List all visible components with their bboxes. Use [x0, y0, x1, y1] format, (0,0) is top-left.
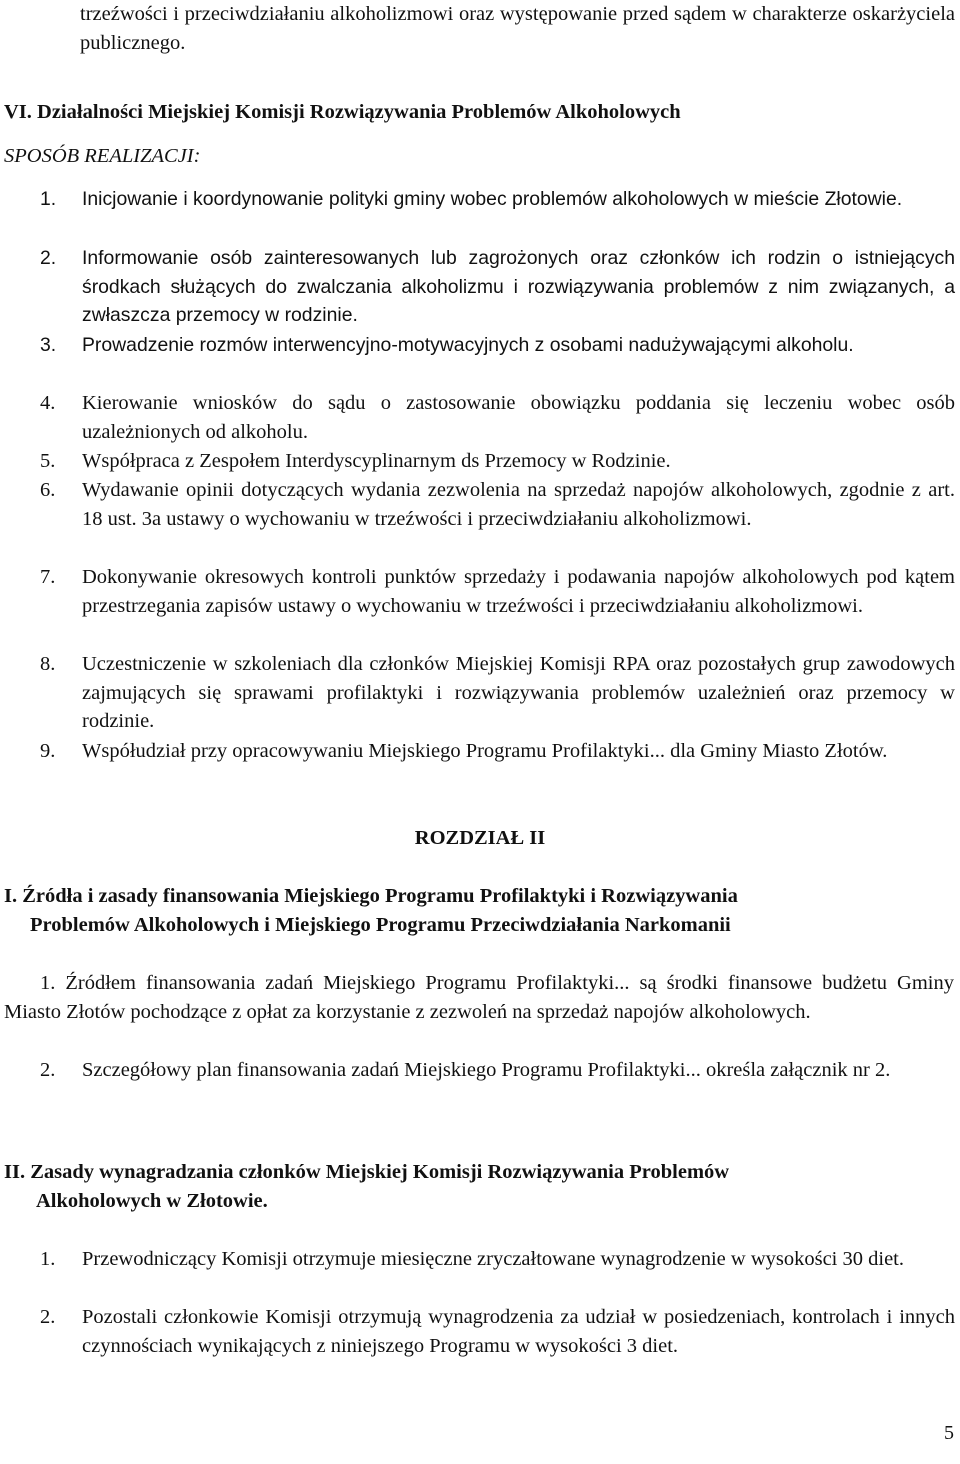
list-item	[40, 185, 955, 214]
list-item-text: Informowanie osób zainteresowanych lub zagrożonych oraz członków ich rodzin o istniejących środkach służących do zwalczania alkoholizmu i rozwiązywania problemów z nim związanych, a zwłaszcza przemocy w rodzinie.	[82, 247, 955, 327]
list-item-number: 6.	[40, 479, 56, 501]
list-item-text: Pozostali członkowie Komisji otrzymują wynagrodzenia za udział w posiedzeniach, kontrolach i innych czynnościach wynikających z niniejszego Programu w wysokości 3 diet.	[82, 1306, 955, 1357]
list-item-text: Współudział przy opracowywaniu Miejskiego Programu Profilaktyki... dla Gminy Miasto Złotów.	[82, 740, 888, 762]
page-number: 5	[944, 1422, 954, 1445]
list-item-number: 2.	[40, 1059, 56, 1081]
section-ii-heading-line2: Alkoholowych w Złotowie.	[36, 1190, 268, 1212]
list-item-number: 2.	[40, 1306, 56, 1328]
list-item	[40, 476, 955, 533]
list-item-text: Szczegółowy plan finansowania zadań Miejskiego Programu Profilaktyki... określa załącznik nr 2.	[82, 1059, 891, 1081]
list-item	[40, 1245, 955, 1274]
list-item-text: Współpraca z Zespołem Interdyscyplinarnym ds Przemocy w Rodzinie.	[82, 450, 671, 472]
list-item	[40, 563, 955, 620]
list-item-text: Prowadzenie rozmów interwencyjno-motywacyjnych z osobami nadużywającymi alkoholu.	[82, 334, 854, 356]
list-item-number: 3.	[40, 334, 57, 356]
list-item-number: 1.	[40, 1248, 56, 1270]
section-vi-heading: VI. Działalności Miejskiej Komisji Rozwiązywania Problemów Alkoholowych	[4, 101, 681, 123]
list-item	[40, 389, 955, 446]
list-item	[40, 650, 955, 736]
list-item-text: Wydawanie opinii dotyczących wydania zezwolenia na sprzedaż napojów alkoholowych, zgodnie z art. 18 ust. 3a ustawy o wychowaniu w trzeźwości i przeciwdziałaniu alkoholizmowi.	[82, 479, 955, 530]
list-item-text: Przewodniczący Komisji otrzymuje miesięczne zryczałtowane wynagrodzenie w wysokości 30 diet.	[82, 1248, 904, 1270]
list-item	[40, 1303, 955, 1360]
list-item	[40, 447, 955, 476]
list-item-number: 2.	[40, 247, 57, 269]
list-item-number: 7.	[40, 566, 56, 588]
list-item-number: 1.	[40, 188, 57, 210]
list-item-number: 9.	[40, 740, 56, 762]
list-item	[40, 244, 955, 330]
list-item-number: 4.	[40, 392, 56, 414]
list-item-text: Kierowanie wniosków do sądu o zastosowanie obowiązku poddania się leczeniu wobec osób uzależnionych od alkoholu.	[82, 392, 955, 443]
list-item	[40, 331, 955, 360]
intro-continuation: trzeźwości i przeciwdziałaniu alkoholizmowi oraz występowanie przed sądem w charakterze oskarżyciela publicznego.	[80, 3, 955, 54]
list-item-number: 5.	[40, 450, 56, 472]
section-vi-subheading: SPOSÓB REALIZACJI:	[4, 145, 201, 167]
list-item-text: Dokonywanie okresowych kontroli punktów sprzedaży i podawania napojów alkoholowych pod kątem przestrzegania zapisów ustawy o wychowaniu w trzeźwości i przeciwdziałaniu alkoholizmowi.	[82, 566, 955, 617]
section-ii-heading-line1: II. Zasady wynagradzania członków Miejskiej Komisji Rozwiązywania Problemów	[4, 1161, 730, 1183]
list-item-text: Inicjowanie i koordynowanie polityki gminy wobec problemów alkoholowych w mieście Złotowie.	[82, 188, 903, 210]
list-item	[40, 737, 955, 766]
list-item-text: Uczestniczenie w szkoleniach dla członków Miejskiej Komisji RPA oraz pozostałych grup zawodowych zajmujących się sprawami profilaktyki i rozwiązywania problemów uzależnień oraz przemocy w rodzinie.	[82, 653, 955, 733]
section-i-heading-line1: I. Źródła i zasady finansowania Miejskiego Programu Profilaktyki i Rozwiązywania	[4, 885, 738, 907]
section-i-heading-line2: Problemów Alkoholowych i Miejskiego Programu Przeciwdziałania Narkomanii	[30, 914, 731, 936]
list-item	[40, 1056, 955, 1085]
section-i-item-1: 1. Źródłem finansowania zadań Miejskiego Programu Profilaktyki... są środki finansowe budżetu Gminy Miasto Złotów pochodzące z opłat za korzystanie z zezwoleń na sprzedaż napojów alkoholowych.	[4, 972, 954, 1023]
chapter-title: ROZDZIAŁ II	[414, 827, 546, 849]
list-item-number: 8.	[40, 653, 56, 675]
